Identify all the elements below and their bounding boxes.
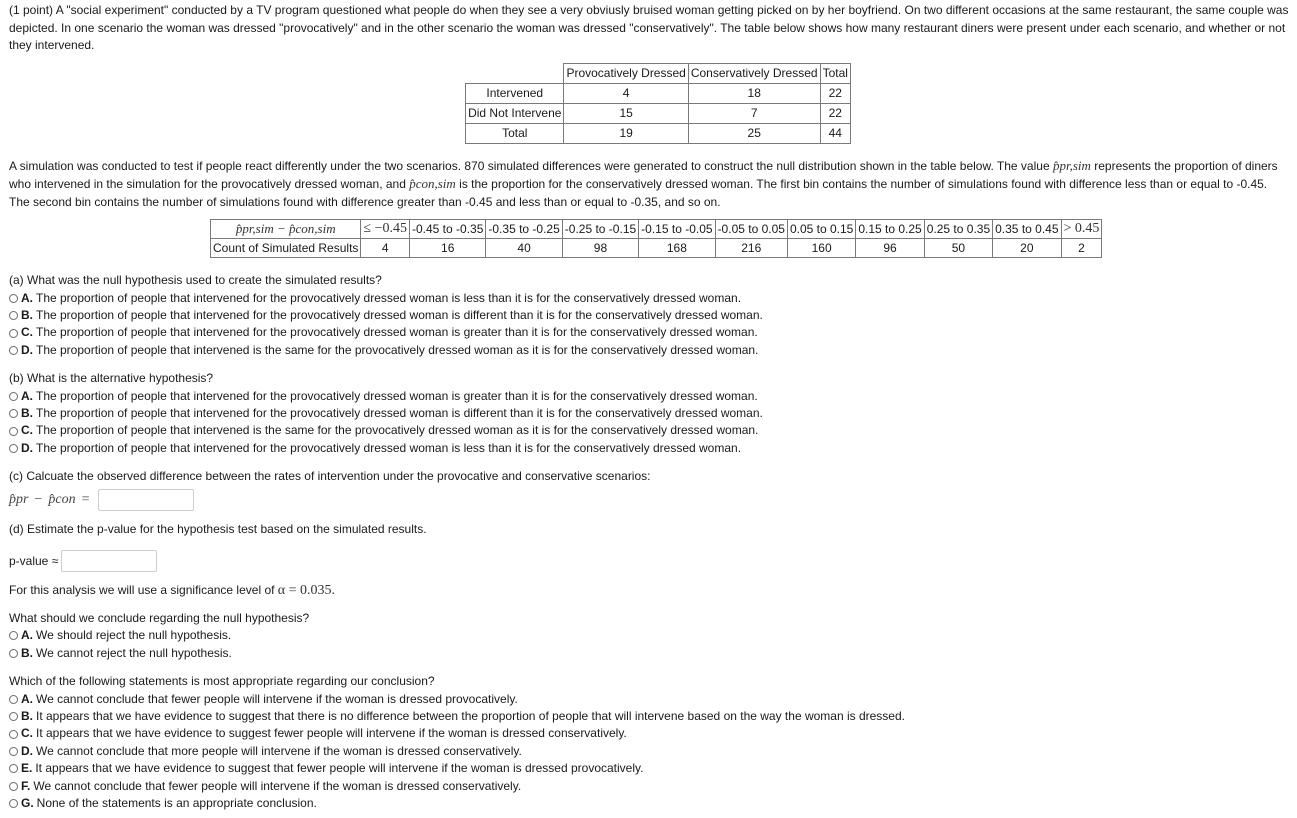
contingency-table-wrap xyxy=(9,63,1289,144)
sim-text-1: A simulation was conducted to test if people react differently under the two scenarios. 870 simulated differences were generated to construct the null distribution shown in the table below. The value xyxy=(9,158,1053,173)
sim-text-2: represents the proportion of diners who intervened in the simulation for the provocatively dressed woman, and xyxy=(9,158,1278,191)
question-c xyxy=(9,468,1289,511)
option-letter: A. xyxy=(21,628,33,643)
radio-button[interactable] xyxy=(9,346,18,355)
option-text: We cannot conclude that fewer people will intervene if the woman is dressed provocatively. xyxy=(36,691,518,706)
question-c-prompt: (c) Calcuate the observed difference between the rates of intervention under the provocative and conservative scenarios: xyxy=(9,469,651,484)
contingency-row-label: Did Not Intervene xyxy=(466,103,564,123)
radio-button[interactable] xyxy=(9,392,18,401)
radio-button[interactable] xyxy=(9,649,18,658)
bin-header: 0.35 to 0.45 xyxy=(993,220,1061,239)
question-b-prompt: (b) What is the alternative hypothesis? xyxy=(9,371,214,386)
option-text: We cannot reject the null hypothesis. xyxy=(36,645,232,660)
option-text: It appears that we have evidence to suggest fewer people will intervene if the woman is dressed conservatively. xyxy=(36,726,627,741)
option-text: We cannot conclude that more people will intervene if the woman is dressed conservatively. xyxy=(36,743,522,758)
question-d-prompt: (d) Estimate the p-value for the hypothesis test based on the simulated results. xyxy=(9,521,427,536)
contingency-cell: 22 xyxy=(820,103,850,123)
contingency-row xyxy=(466,123,851,143)
bin-header: > 0.45 xyxy=(1061,220,1102,239)
conclusion-option-c[interactable] xyxy=(9,725,1289,742)
question-b xyxy=(9,370,1289,457)
contingency-header: Conservatively Dressed xyxy=(688,63,820,83)
radio-button[interactable] xyxy=(9,764,18,773)
contingency-cell: 44 xyxy=(820,123,850,143)
count-row-label: Count of Simulated Results xyxy=(211,239,361,258)
option-text: It appears that we have evidence to suggest that fewer people will intervene if the woman is dressed provocatively. xyxy=(35,761,644,776)
question-a-option-b[interactable] xyxy=(9,307,1289,324)
sim-text-3: is the proportion for the conservatively dressed woman. The first bin contains the number of simulations found with difference less than or equal to -0.45. The second bin contains the number of simulations found with difference greater than -0.45 and less than or equal to -0.35, and so on. xyxy=(9,177,1268,209)
count-cell: 50 xyxy=(924,239,992,258)
radio-button[interactable] xyxy=(9,782,18,791)
option-letter: B. xyxy=(21,708,33,723)
contingency-corner xyxy=(466,63,564,83)
count-cell: 168 xyxy=(639,239,715,258)
option-letter: B. xyxy=(21,645,33,660)
p-hat-con-sim: p̂con,sim xyxy=(409,176,456,191)
conclusion-option-e[interactable] xyxy=(9,760,1289,777)
null-option-b[interactable] xyxy=(9,645,1289,662)
simulation-description xyxy=(9,157,1289,212)
simulation-table-wrap xyxy=(9,219,1289,258)
observed-difference-input[interactable] xyxy=(98,489,194,511)
option-text: We should reject the null hypothesis. xyxy=(36,628,232,643)
p-value-label: p-value ≈ xyxy=(9,554,59,569)
question-b-option-a[interactable] xyxy=(9,388,1289,405)
option-text: We cannot conclude that fewer people will intervene if the woman is dressed conservatively. xyxy=(33,778,522,793)
contingency-row-label: Intervened xyxy=(466,83,564,103)
p-hat-pr: p̂pr xyxy=(9,491,29,507)
bin-header: 0.05 to 0.15 xyxy=(787,220,855,239)
count-cell: 20 xyxy=(993,239,1061,258)
option-letter: D. xyxy=(21,342,33,357)
radio-button[interactable] xyxy=(9,631,18,640)
p-hat-con: p̂con xyxy=(48,491,76,507)
question-a-option-a[interactable] xyxy=(9,290,1289,307)
p-value-input-row xyxy=(9,550,1289,572)
count-cell: 4 xyxy=(361,239,410,258)
contingency-header: Total xyxy=(820,63,850,83)
contingency-cell: 19 xyxy=(564,123,688,143)
option-letter: D. xyxy=(21,440,33,455)
question-a xyxy=(9,272,1289,359)
question-b-option-b[interactable] xyxy=(9,405,1289,422)
bin-header: -0.25 to -0.15 xyxy=(562,220,638,239)
difference-expression xyxy=(9,492,95,508)
problem-container xyxy=(9,2,1289,812)
simulation-header-row xyxy=(211,220,1102,239)
question-b-option-c[interactable] xyxy=(9,422,1289,439)
radio-button[interactable] xyxy=(9,427,18,436)
count-cell: 2 xyxy=(1061,239,1102,258)
option-letter: B. xyxy=(21,307,33,322)
count-cell: 40 xyxy=(486,239,562,258)
question-null-prompt: What should we conclude regarding the null hypothesis? xyxy=(9,610,310,625)
question-null-conclusion xyxy=(9,610,1289,662)
option-text: The proportion of people that intervened is the same for the provocatively dressed woman as it is for the conservatively dressed woman. xyxy=(36,342,759,357)
count-cell: 16 xyxy=(410,239,486,258)
option-text: It appears that we have evidence to suggest that there is no difference between the proportion of people that will intervene based on the way the woman is dressed. xyxy=(36,708,905,723)
radio-button[interactable] xyxy=(9,799,18,808)
radio-button[interactable] xyxy=(9,329,18,338)
contingency-cell: 7 xyxy=(688,103,820,123)
question-final-prompt: Which of the following statements is most appropriate regarding our conclusion? xyxy=(9,674,435,689)
radio-button[interactable] xyxy=(9,444,18,453)
simulation-table xyxy=(210,219,1102,258)
difference-header: p̂pr,sim − p̂con,sim xyxy=(211,220,361,239)
question-d xyxy=(9,521,1289,573)
option-text: The proportion of people that intervened for the provocatively dressed woman is less than it is for the conservatively dressed woman. xyxy=(36,290,742,305)
alpha-expression: α = 0.035. xyxy=(277,583,336,599)
simulation-count-row xyxy=(211,239,1102,258)
question-a-option-c[interactable] xyxy=(9,324,1289,341)
conclusion-option-f[interactable] xyxy=(9,778,1289,795)
contingency-cell: 22 xyxy=(820,83,850,103)
radio-button[interactable] xyxy=(9,294,18,303)
option-letter: D. xyxy=(21,743,33,758)
radio-button[interactable] xyxy=(9,730,18,739)
bin-header: -0.45 to -0.35 xyxy=(410,220,486,239)
contingency-row xyxy=(466,103,851,123)
conclusion-option-d[interactable] xyxy=(9,743,1289,760)
question-final-conclusion xyxy=(9,673,1289,812)
significance-level-statement xyxy=(9,582,1289,600)
contingency-cell: 15 xyxy=(564,103,688,123)
alpha-text: For this analysis we will use a significance level of xyxy=(9,583,278,598)
option-letter: A. xyxy=(21,691,33,706)
radio-button[interactable] xyxy=(9,747,18,756)
radio-button[interactable] xyxy=(9,409,18,418)
contingency-cell: 18 xyxy=(688,83,820,103)
option-text: The proportion of people that intervened for the provocatively dressed woman is greater than it is for the conservatively dressed woman. xyxy=(36,388,758,403)
radio-button[interactable] xyxy=(9,311,18,320)
contingency-header-row xyxy=(466,63,851,83)
equals-sign: = xyxy=(81,491,90,507)
conclusion-option-b[interactable] xyxy=(9,708,1289,725)
option-letter: C. xyxy=(21,325,33,340)
question-a-prompt: (a) What was the null hypothesis used to create the simulated results? xyxy=(9,273,382,287)
count-cell: 98 xyxy=(562,239,638,258)
conclusion-option-g[interactable] xyxy=(9,795,1289,812)
option-letter: F. xyxy=(21,778,31,793)
contingency-row xyxy=(466,83,851,103)
count-cell: 160 xyxy=(787,239,855,258)
problem-intro: (1 point) A "social experiment" conducted by a TV program questioned what people do when they see a very obviusly bruised woman getting picked on by her boyfriend. On two different occasions at the same restaurant, the same couple was depicted. In one scenario the woman was dressed "provocatively" and in the other scenario the woman was dressed "conservatively". The table below shows how many restaurant diners were present under each scenario, and whether or not they intervened. xyxy=(9,3,1289,52)
bin-header: -0.15 to -0.05 xyxy=(639,220,715,239)
option-letter: B. xyxy=(21,406,33,421)
option-letter: C. xyxy=(21,726,33,741)
count-cell: 216 xyxy=(715,239,787,258)
contingency-cell: 4 xyxy=(564,83,688,103)
option-letter: E. xyxy=(21,761,33,776)
p-hat-pr-sim: p̂pr,sim xyxy=(1052,157,1091,173)
option-text: None of the statements is an appropriate conclusion. xyxy=(36,796,317,810)
bin-header: 0.25 to 0.35 xyxy=(924,220,992,239)
count-cell: 96 xyxy=(856,239,924,258)
minus-sign: − xyxy=(34,491,43,507)
option-text: The proportion of people that intervened for the provocatively dressed woman is less than it is for the conservatively dressed woman. xyxy=(36,440,742,455)
option-letter: C. xyxy=(21,423,33,438)
option-text: The proportion of people that intervened for the provocatively dressed woman is greater than it is for the conservatively dressed woman. xyxy=(36,325,758,340)
option-letter: A. xyxy=(21,388,33,403)
bin-header: 0.15 to 0.25 xyxy=(856,220,924,239)
contingency-row-label: Total xyxy=(466,123,564,143)
bin-header: -0.35 to -0.25 xyxy=(486,220,562,239)
contingency-cell: 25 xyxy=(688,123,820,143)
option-letter: A. xyxy=(21,290,33,305)
null-option-a[interactable] xyxy=(9,627,1289,644)
question-b-option-d[interactable] xyxy=(9,440,1289,457)
contingency-header: Provocatively Dressed xyxy=(564,63,688,83)
contingency-table xyxy=(465,63,851,144)
bin-header: ≤ −0.45 xyxy=(361,220,410,239)
option-text: The proportion of people that intervened for the provocatively dressed woman is different than it is for the conservatively dressed woman. xyxy=(36,307,763,322)
p-value-input[interactable] xyxy=(61,550,157,572)
bin-header: -0.05 to 0.05 xyxy=(715,220,787,239)
difference-input-row xyxy=(9,489,1289,511)
radio-button[interactable] xyxy=(9,712,18,721)
option-text: The proportion of people that intervened is the same for the provocatively dressed woman as it is for the conservatively dressed woman. xyxy=(36,423,759,438)
radio-button[interactable] xyxy=(9,695,18,704)
option-text: The proportion of people that intervened for the provocatively dressed woman is different than it is for the conservatively dressed woman. xyxy=(36,406,763,421)
option-letter: G. xyxy=(21,796,34,810)
conclusion-option-a[interactable] xyxy=(9,691,1289,708)
question-a-option-d[interactable] xyxy=(9,342,1289,359)
